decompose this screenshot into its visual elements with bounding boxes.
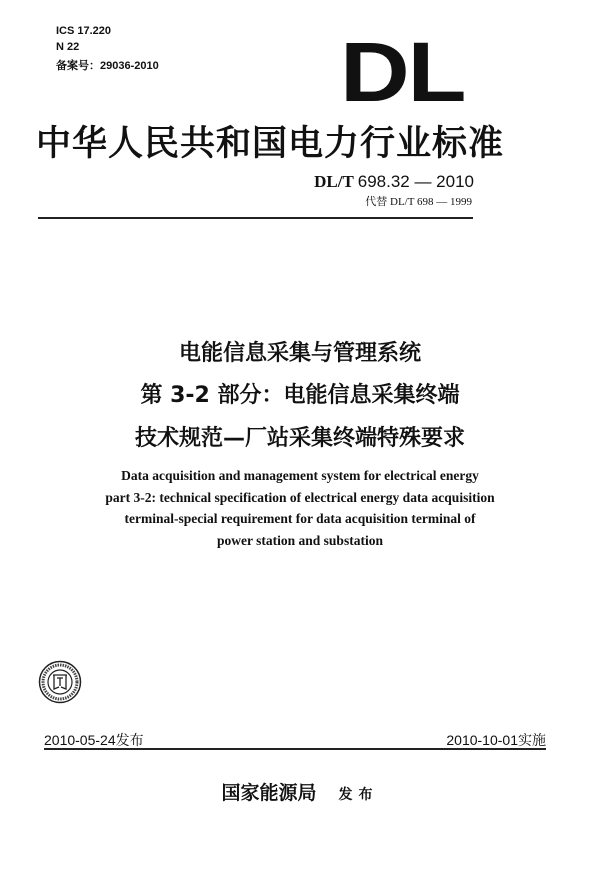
publisher bbox=[0, 778, 600, 805]
standard-code bbox=[314, 172, 474, 192]
dl-logo: DL bbox=[340, 25, 465, 119]
record-number: 备案号：29036-2010 bbox=[56, 60, 159, 72]
replaces-code: 代替 DL/T 698 — 1999 bbox=[365, 196, 472, 208]
title-cn-line-3: 技术规范—厂站采集终端特殊要求 bbox=[134, 426, 465, 451]
issue-date: 2010-05-24发布 bbox=[44, 732, 144, 748]
title-en-line-4: power station and substation bbox=[217, 532, 383, 548]
standard-title: 中华人民共和国电力行业标准 bbox=[36, 123, 505, 164]
title-en bbox=[0, 465, 600, 551]
title-en-line-3: terminal-special requirement for data acquisition terminal of bbox=[124, 511, 476, 526]
publisher-seal-icon bbox=[38, 660, 82, 704]
code-prefix: DL/T bbox=[314, 172, 354, 191]
code-number: 698.32 — 2010 bbox=[357, 172, 474, 191]
publisher-action: 发布 bbox=[338, 787, 379, 803]
title-cn-line-2: 第 3-2 部分：电能信息采集终端 bbox=[140, 383, 460, 408]
bottom-divider bbox=[44, 748, 546, 750]
ics-code: ICS 17.220 bbox=[56, 25, 112, 37]
ccs-code: N 22 bbox=[56, 41, 80, 53]
title-cn-line-1: 电能信息采集与管理系统 bbox=[178, 341, 421, 366]
title-en-line-2: part 3-2: technical specification of electrical energy data acquisition bbox=[105, 489, 495, 505]
effective-date: 2010-10-01实施 bbox=[446, 732, 546, 748]
publisher-name: 国家能源局 bbox=[221, 782, 317, 804]
title-en-line-1: Data acquisition and management system for electrical energy bbox=[121, 468, 479, 483]
top-divider bbox=[38, 217, 473, 219]
